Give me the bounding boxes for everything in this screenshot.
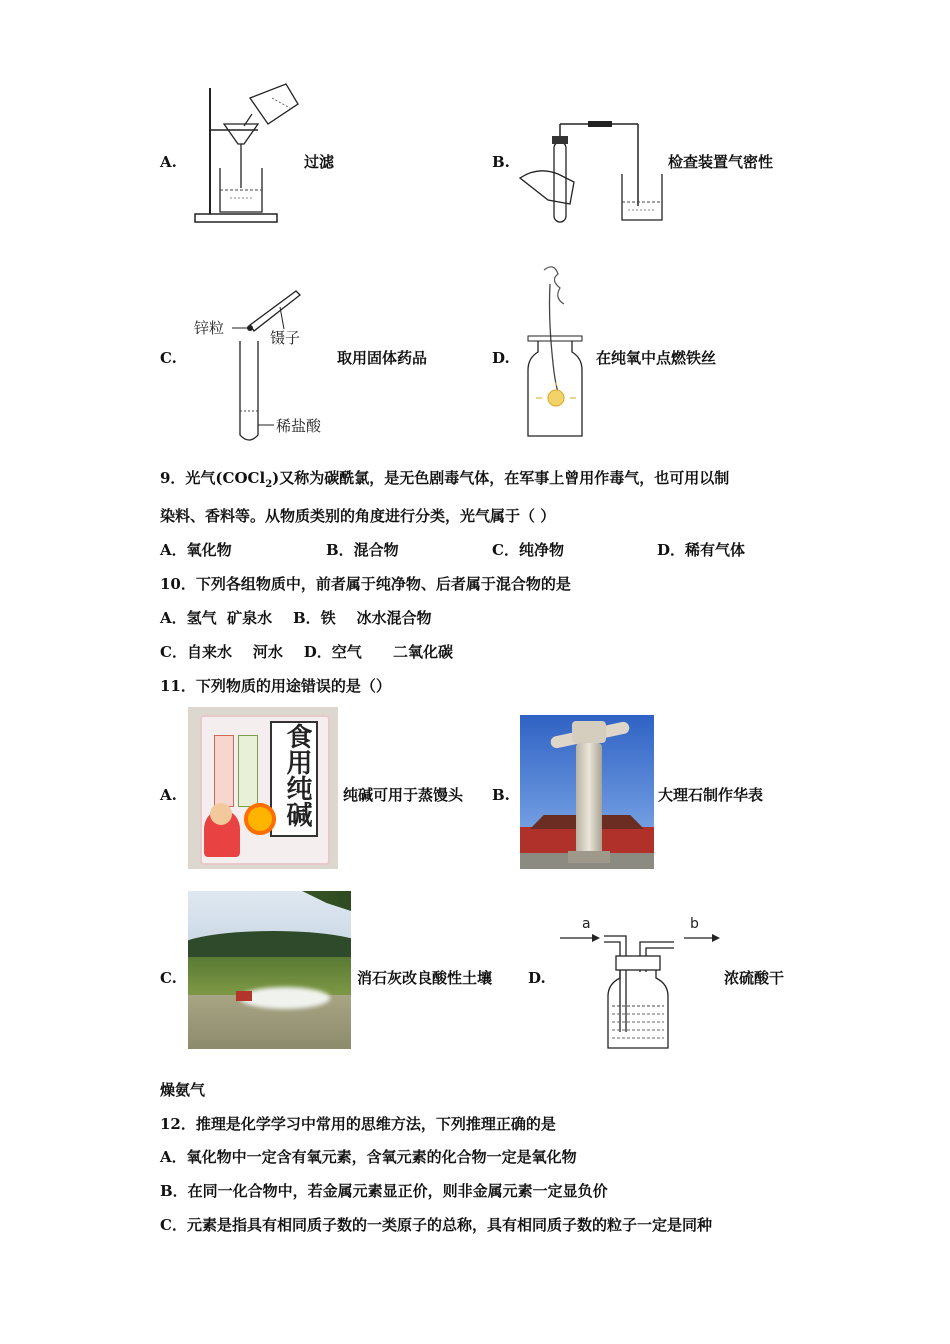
q9-stem-line2: 染料、香料等。从物质类别的角度进行分类，光气属于（ ） xyxy=(160,507,556,525)
q9-option-b: B．混合物 xyxy=(326,541,399,559)
iron-wire-oxygen-figure xyxy=(524,262,586,440)
q11-option-b-letter: B. xyxy=(492,786,510,804)
filtration-apparatus-figure xyxy=(190,78,305,226)
q9-stem-line1: 9．光气(COCl$_2$)又称为碳酰氯，是无色剧毒气体，在军事上曾用作毒气，也可用以制 xyxy=(160,469,730,490)
q9-option-d: D．稀有气体 xyxy=(657,541,746,559)
airtightness-check-figure xyxy=(518,118,668,226)
q12-stem: 12．推理是化学学习中常用的思维方法，下列推理正确的是 xyxy=(160,1115,556,1133)
label-b: b xyxy=(690,916,699,932)
option-a-text: 过滤 xyxy=(304,153,335,171)
q9-option-c: C．纯净物 xyxy=(492,541,564,559)
gas-washing-bottle-figure xyxy=(556,912,726,1054)
q10-options-row1: A．氢气 矿泉水 B．铁 冰水混合物 xyxy=(160,609,432,627)
option-d-letter: D. xyxy=(492,349,510,367)
q10-stem: 10．下列各组物质中，前者属于纯净物、后者属于混合物的是 xyxy=(160,575,571,593)
label-tweezers: 镊子 xyxy=(270,329,301,347)
q11-option-d-letter: D. xyxy=(528,969,546,987)
q12-option-c: C．元素是指具有相同质子数的一类原子的总称，具有相同质子数的粒子一定是同种 xyxy=(160,1216,712,1234)
solid-reagent-figure xyxy=(192,285,340,447)
q11-option-d-continuation: 燥氨气 xyxy=(160,1081,206,1099)
huabiao-photo xyxy=(520,715,654,869)
soda-package-label: 食用纯碱 xyxy=(282,723,312,827)
label-zinc: 锌粒 xyxy=(194,319,225,337)
q10-options-row2: C．自来水 河水 D．空气 二氧化碳 xyxy=(160,643,454,661)
q12-option-b: B．在同一化合物中，若金属元素显正价，则非金属元素一定显负价 xyxy=(160,1182,608,1200)
soda-package-photo xyxy=(188,707,338,869)
option-b-letter: B. xyxy=(492,153,510,171)
option-c-text: 取用固体药品 xyxy=(337,349,428,367)
q11-option-a-letter: A. xyxy=(160,786,177,804)
q9-option-a: A．氧化物 xyxy=(160,541,232,559)
field-photo xyxy=(188,891,351,1049)
q11-option-a-text: 纯碱可用于蒸馒头 xyxy=(343,786,464,804)
q11-stem: 11．下列物质的用途错误的是（） xyxy=(160,677,391,695)
option-d-text: 在纯氧中点燃铁丝 xyxy=(596,349,717,367)
q12-option-a: A．氧化物中一定含有氧元素，含氧元素的化合物一定是氧化物 xyxy=(160,1148,577,1166)
q11-option-d-text: 浓硫酸干 xyxy=(724,969,785,987)
option-a-letter: A. xyxy=(160,153,177,171)
label-acid: 稀盐酸 xyxy=(276,417,322,435)
q11-option-c-text: 消石灰改良酸性土壤 xyxy=(357,969,493,987)
q11-option-b-text: 大理石制作华表 xyxy=(658,786,764,804)
q11-option-c-letter: C. xyxy=(160,969,177,987)
option-b-text: 检查装置气密性 xyxy=(668,153,774,171)
option-c-letter: C. xyxy=(160,349,177,367)
label-a: a xyxy=(582,916,591,932)
